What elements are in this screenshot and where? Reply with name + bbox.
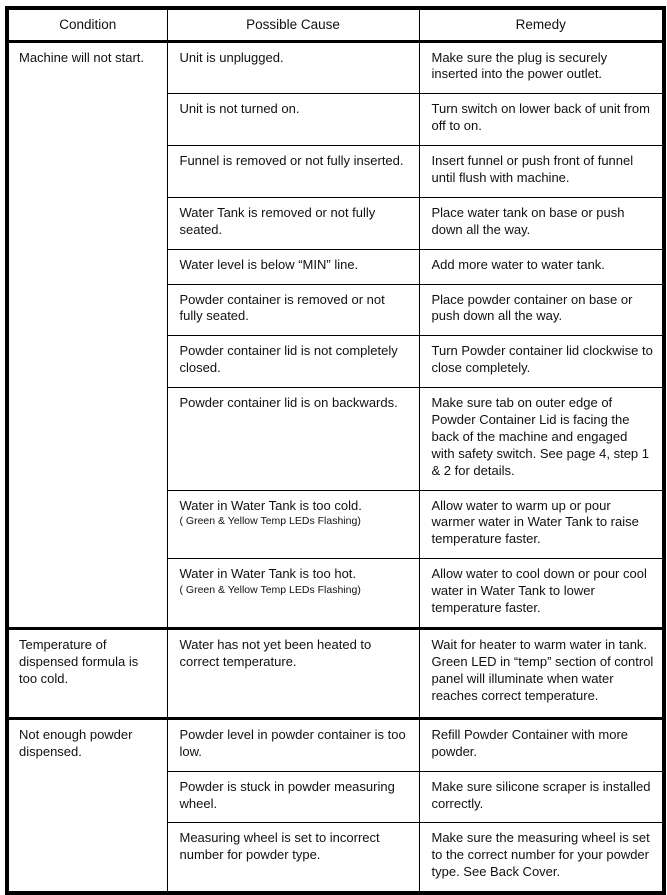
remedy-cell: Make sure silicone scraper is installed correctly. <box>419 771 664 823</box>
table-row <box>7 628 664 718</box>
remedy-cell: Make sure the measuring wheel is set to the correct number for your powder type. See Back Cover. <box>419 823 664 893</box>
cause-cell: Unit is not turned on. <box>167 94 419 146</box>
remedy-cell: Make sure tab on outer edge of Powder Container Lid is facing the back of the machine and engaged with safety switch. See page 4, step 1 & 2 for details. <box>419 388 664 490</box>
header-row <box>7 8 664 41</box>
cause-cell: Funnel is removed or not fully inserted. <box>167 146 419 198</box>
remedy-cell: Allow water to cool down or pour cool water in Water Tank to lower temperature faster. <box>419 559 664 629</box>
remedy-cell: Wait for heater to warm water in tank. Green LED in “temp” section of control panel will illuminate when water reaches correct temperature. <box>419 628 664 718</box>
cause-cell: Water Tank is removed or not fully seated. <box>167 197 419 249</box>
table-row <box>7 41 664 94</box>
condition-cell: Machine will not start. <box>7 41 167 628</box>
cause-text: Water in Water Tank is too cold. <box>179 497 362 513</box>
remedy-cell: Place water tank on base or push down all the way. <box>419 197 664 249</box>
cause-note: ( Green & Yellow Temp LEDs Flashing) <box>179 584 361 597</box>
cause-cell: Powder is stuck in powder measuring wheel. <box>167 771 419 823</box>
remedy-cell: Refill Powder Container with more powder. <box>419 718 664 771</box>
cause-cell <box>167 490 419 559</box>
condition-cell: Not enough powder dispensed. <box>7 718 167 893</box>
cause-note: ( Green & Yellow Temp LEDs Flashing) <box>179 515 361 528</box>
cause-cell: Powder container lid is on backwards. <box>167 388 419 490</box>
cause-cell: Powder level in powder container is too low. <box>167 718 419 771</box>
column-header-condition: Condition <box>7 8 167 41</box>
remedy-cell: Place powder container on base or push down all the way. <box>419 284 664 336</box>
column-header-remedy: Remedy <box>419 8 664 41</box>
cause-cell <box>167 559 419 629</box>
table-row <box>7 718 664 771</box>
cause-cell: Unit is unplugged. <box>167 41 419 94</box>
cause-cell: Powder container lid is not completely closed. <box>167 336 419 388</box>
cause-cell: Powder container is removed or not fully seated. <box>167 284 419 336</box>
remedy-cell: Insert funnel or push front of funnel until flush with machine. <box>419 146 664 198</box>
cause-cell: Measuring wheel is set to incorrect number for powder type. <box>167 823 419 893</box>
remedy-cell: Allow water to warm up or pour warmer water in Water Tank to raise temperature faster. <box>419 490 664 559</box>
remedy-cell: Make sure the plug is securely inserted into the power outlet. <box>419 41 664 94</box>
column-header-cause: Possible Cause <box>167 8 419 41</box>
cause-cell: Water has not yet been heated to correct temperature. <box>167 628 419 718</box>
condition-cell: Temperature of dispensed formula is too cold. <box>7 628 167 718</box>
remedy-cell: Turn switch on lower back of unit from off to on. <box>419 94 664 146</box>
cause-text: Water in Water Tank is too hot. <box>179 566 357 582</box>
remedy-cell: Turn Powder container lid clockwise to close completely. <box>419 336 664 388</box>
cause-cell: Water level is below “MIN” line. <box>167 249 419 284</box>
remedy-cell: Add more water to water tank. <box>419 249 664 284</box>
troubleshooting-table <box>5 6 666 895</box>
